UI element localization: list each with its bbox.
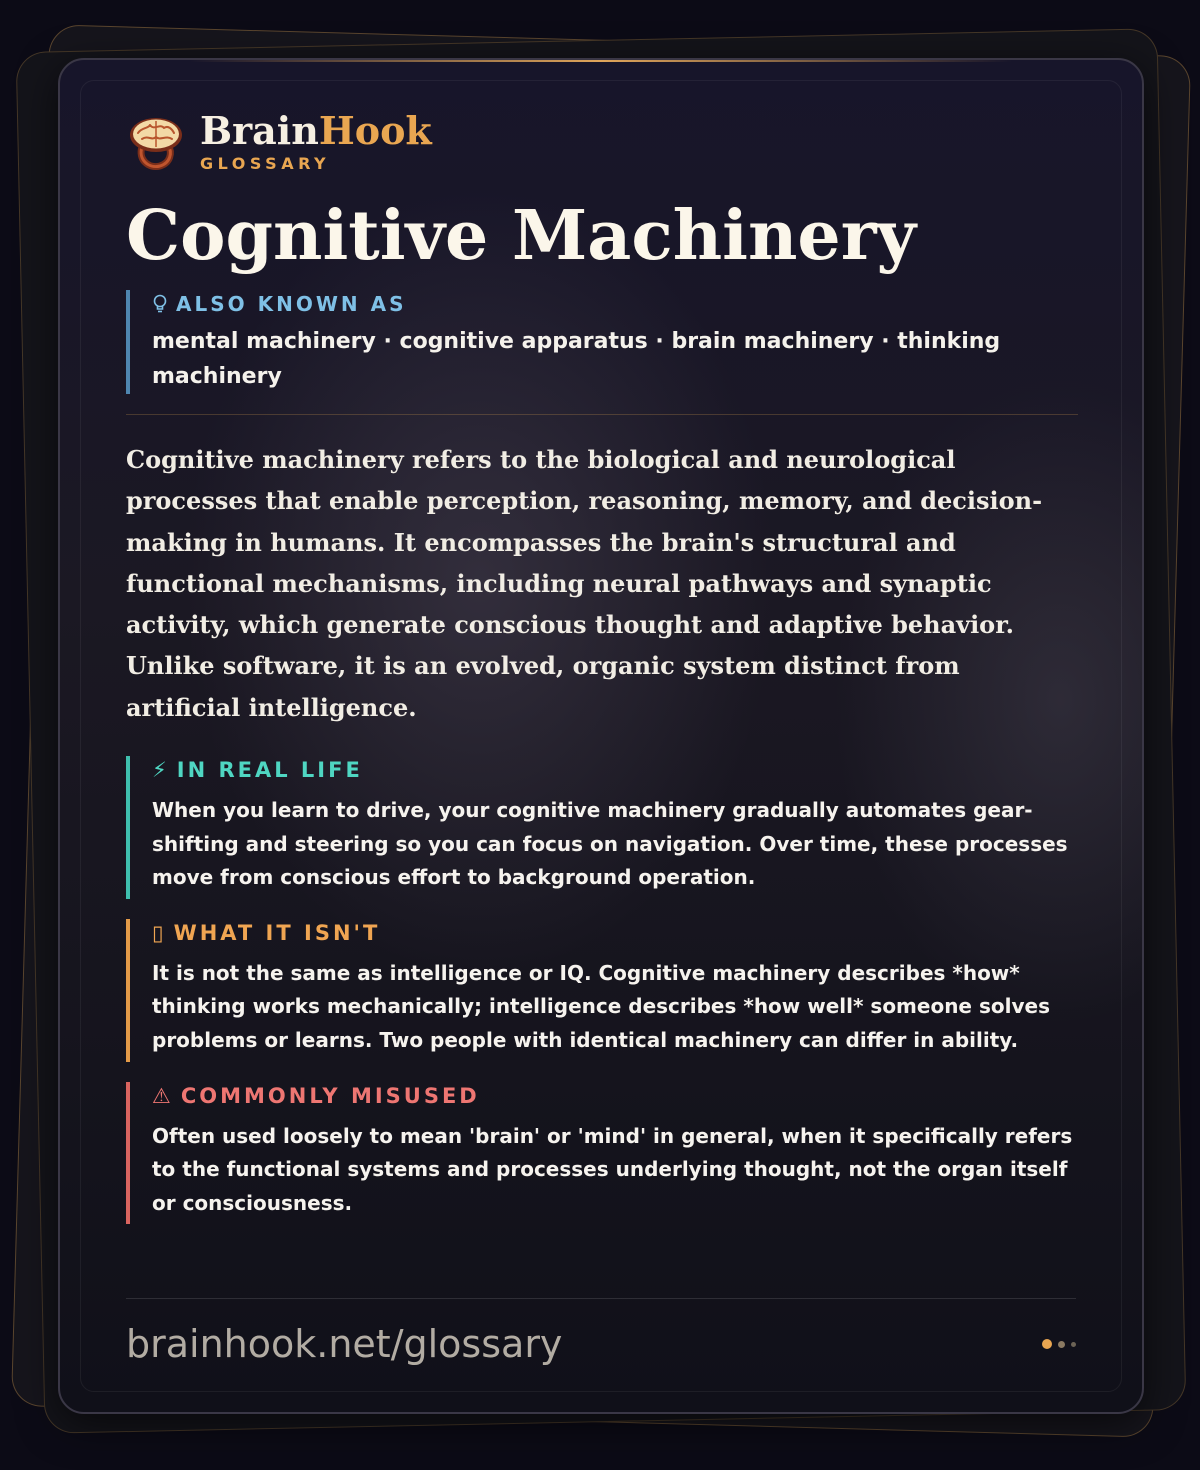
commonly-misused-label: COMMONLY MISUSED — [180, 1083, 480, 1108]
lightning-icon: ⚡ — [152, 758, 167, 783]
also-known-as-list: mental machinery · cognitive apparatus · brain machinery · thinking machinery — [152, 329, 1001, 389]
warning-icon: ⚠ — [152, 1083, 171, 1108]
page-dot-active — [1042, 1339, 1052, 1349]
commonly-misused-section — [126, 1082, 1078, 1225]
brain-hook-icon — [126, 111, 186, 171]
brand-text — [200, 107, 432, 173]
also-known-as-section — [126, 290, 1078, 394]
brand-header — [126, 106, 1078, 176]
what-it-isnt-section — [126, 919, 1078, 1062]
page-dot — [1071, 1342, 1076, 1347]
what-it-isnt-text: It is not the same as intelligence or IQ. Cognitive machinery describes *how* thinking works mechanically; intelligence describes *how well* someone solves problems or learns. Two people with identical machinery can differ in ability. — [152, 960, 1050, 1053]
glossary-card — [58, 58, 1144, 1414]
also-known-as-heading — [152, 290, 1078, 318]
brand-name-brain: Brain — [200, 107, 319, 153]
brand-name — [200, 107, 432, 153]
in-real-life-section — [126, 756, 1078, 899]
term-title: Cognitive Machinery — [126, 196, 917, 276]
commonly-misused-text: Often used loosely to mean 'brain' or 'mind' in general, when it specifically refers to the functional systems and processes underlying thought, not the organ itself or consciousness. — [152, 1123, 1073, 1215]
what-it-isnt-heading — [152, 919, 1078, 947]
also-known-as-label: ALSO KNOWN AS — [176, 292, 407, 316]
card-footer — [126, 1298, 1076, 1379]
brand-name-hook: Hook — [318, 107, 432, 153]
in-real-life-text: When you learn to drive, your cognitive machinery gradually automates gear-shifting and steering so you can focus on navigation. Over time, these processes move from conscious effort to background operation. — [152, 798, 1068, 890]
lightbulb-icon — [152, 294, 168, 314]
in-real-life-label: IN REAL LIFE — [176, 758, 363, 783]
footer-url-link[interactable]: brainhook.net/glossary — [126, 1322, 563, 1366]
card-top-accent-line — [190, 60, 1012, 62]
in-real-life-heading — [152, 756, 1078, 784]
page-dot — [1058, 1341, 1065, 1348]
brand-subtitle: GLOSSARY — [200, 153, 331, 173]
definition-text: Cognitive machinery refers to the biological and neurological processes that enable perception, reasoning, memory, and decision-making in humans. It encompasses the brain's structural and functional mechanisms, including neural pathways and synaptic activity, which generate conscious thought and adaptive behavior. Unlike software, it is an evolved, organic system distinct from artificial intelligence. — [126, 445, 1043, 722]
card-content — [126, 106, 1078, 1224]
pagination-dots — [1036, 1339, 1076, 1349]
what-it-isnt-label: WHAT IT ISN'T — [173, 920, 381, 945]
missing-glyph-icon: ▯ — [152, 920, 164, 945]
divider — [126, 414, 1078, 415]
commonly-misused-heading — [152, 1082, 1078, 1110]
